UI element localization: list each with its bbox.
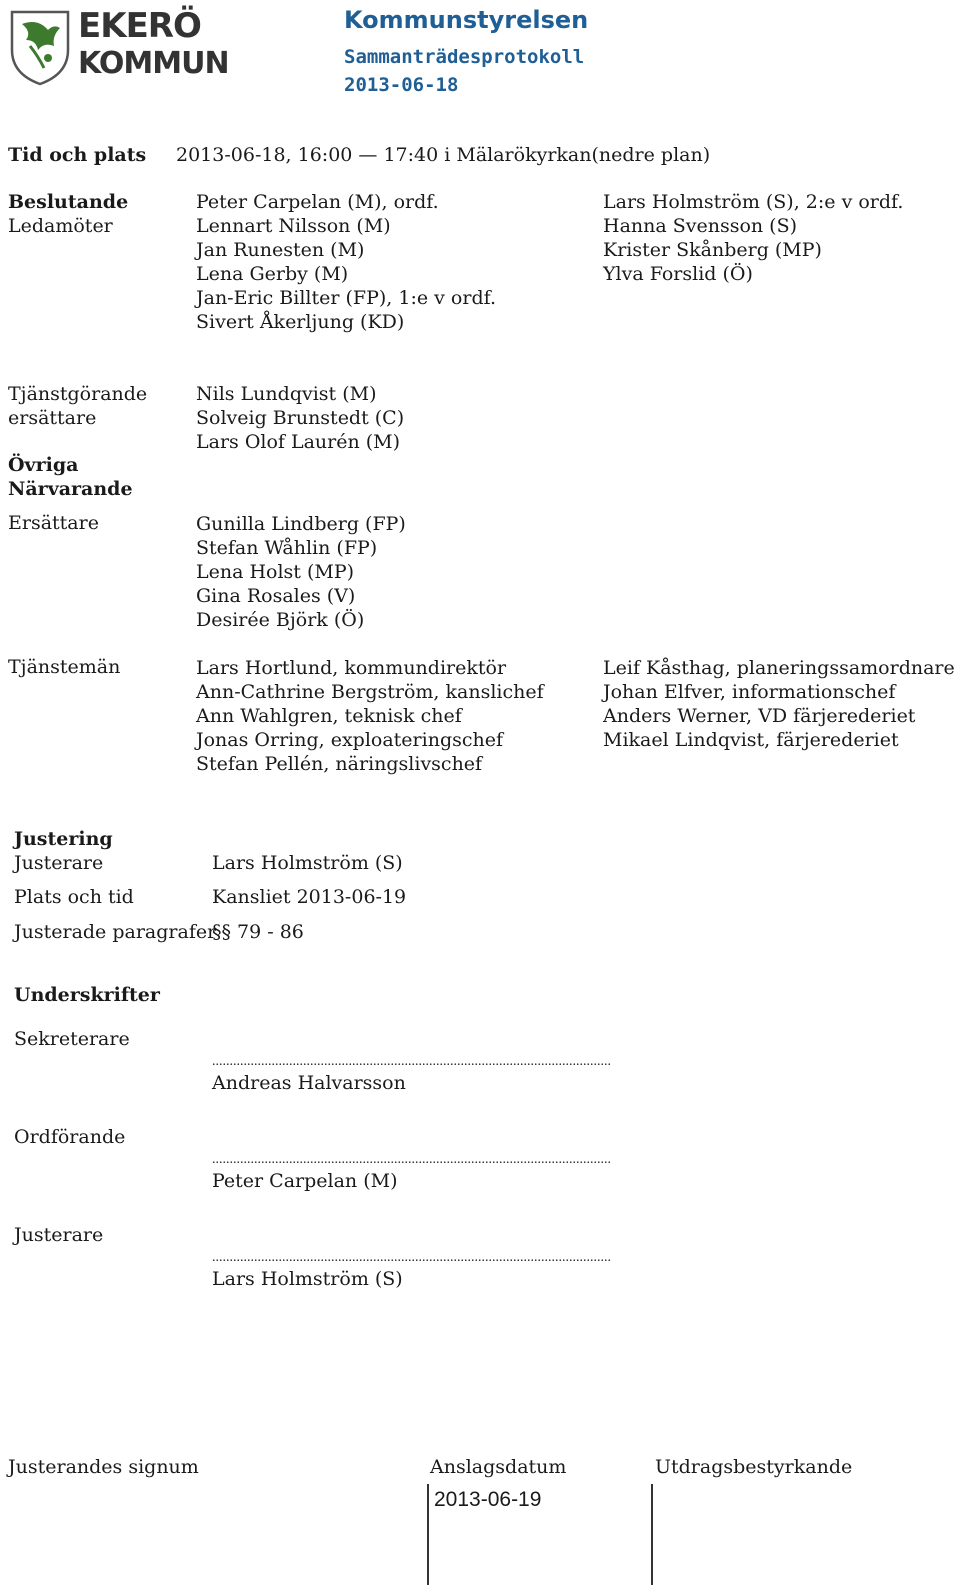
tjanstgorande-name: Solveig Brunstedt (C)	[196, 407, 405, 429]
tjansteman-name: Mikael Lindqvist, färjerederiet	[603, 729, 899, 751]
ledamoter-label: Ledamöter	[8, 215, 113, 237]
plats-och-tid-label: Plats och tid	[14, 886, 134, 908]
ledamot-name: Lena Gerby (M)	[196, 263, 349, 285]
signature-line: ..................................................................................................................	[212, 1250, 611, 1265]
ordforande-name: Peter Carpelan (M)	[212, 1170, 398, 1192]
tid-och-plats-value: 2013-06-18, 16:00 — 17:40 i Mälarökyrkan(nedre plan)	[176, 144, 711, 166]
footer-divider	[427, 1484, 429, 1585]
ledamot-name: Lennart Nilsson (M)	[196, 215, 391, 237]
tjansteman-name: Johan Elfver, informationschef	[603, 681, 896, 703]
ovriga-labels	[8, 453, 133, 501]
document-date: 2013-06-18	[344, 74, 459, 96]
tjansteman-name: Jonas Orring, exploateringschef	[196, 729, 504, 751]
ledamot-name: Sivert Åkerljung (KD)	[196, 311, 405, 333]
ekero-kommun-logo	[8, 6, 228, 86]
plats-och-tid-value: Kansliet 2013-06-19	[212, 886, 407, 908]
beslutande-labels	[8, 190, 128, 238]
ersattare-name: Gina Rosales (V)	[196, 585, 356, 607]
tjansteman-name: Leif Kåsthag, planeringssamordnare	[603, 657, 955, 679]
ersattare-name: Desirée Björk (Ö)	[196, 609, 365, 631]
sekreterare-label: Sekreterare	[14, 1028, 130, 1050]
tjanstgorande-list	[196, 382, 404, 454]
signature-line: ..................................................................................................................	[212, 1152, 611, 1167]
beslutande-label: Beslutande	[8, 191, 129, 213]
ersattare-list	[196, 512, 406, 632]
justerade-paragrafer-label: Justerade paragrafer	[14, 921, 217, 943]
justerare-sign-label: Justerare	[14, 1224, 104, 1246]
tjanstgorande-label: Tjänstgörande	[8, 383, 148, 405]
tjansteman-name: Anders Werner, VD färjerederiet	[603, 705, 916, 727]
tjansteman-list-1	[196, 656, 544, 776]
justerandes-signum-label: Justerandes signum	[8, 1456, 199, 1478]
underskrifter-heading: Underskrifter	[14, 984, 160, 1006]
tid-och-plats-label: Tid och plats	[8, 144, 147, 166]
tjansteman-name: Ann-Cathrine Bergström, kanslichef	[196, 681, 544, 703]
ledamot-name: Peter Carpelan (M), ordf.	[196, 191, 439, 213]
justering-heading: Justering	[14, 828, 113, 850]
ersattare-name: Gunilla Lindberg (FP)	[196, 513, 406, 535]
justerare-sign-name: Lars Holmström (S)	[212, 1268, 403, 1290]
justerade-paragrafer-value: §§ 79 - 86	[212, 921, 304, 943]
tjansteman-list-2	[603, 656, 955, 752]
anslagsdatum-label: Anslagsdatum	[430, 1456, 567, 1478]
ordforande-label: Ordförande	[14, 1126, 126, 1148]
utdragsbestyrkande-label: Utdragsbestyrkande	[655, 1456, 853, 1478]
tjansteman-name: Ann Wahlgren, teknisk chef	[196, 705, 462, 727]
ledamoter-list-1	[196, 190, 496, 334]
tjanstgorande-name: Lars Olof Laurén (M)	[196, 431, 401, 453]
ledamot-name: Ylva Forslid (Ö)	[603, 263, 753, 285]
ersattare-label: ersättare	[8, 407, 97, 429]
ersattare-name: Lena Holst (MP)	[196, 561, 355, 583]
tjansteman-name: Lars Hortlund, kommundirektör	[196, 657, 507, 679]
ledamoter-list-2	[603, 190, 903, 286]
justerare-label: Justerare	[14, 852, 104, 874]
document-subtitle: Sammanträdesprotokoll	[344, 46, 585, 68]
tjansteman-name: Stefan Pellén, näringslivschef	[196, 753, 483, 775]
footer-divider	[651, 1484, 653, 1585]
justerare-value: Lars Holmström (S)	[212, 852, 403, 874]
logo-text-kommun: KOMMUN	[78, 46, 229, 81]
ledamot-name: Jan Runesten (M)	[196, 239, 365, 261]
ledamot-name: Lars Holmström (S), 2:e v ordf.	[603, 191, 904, 213]
narvarande-label: Närvarande	[8, 478, 133, 500]
ersattare-section-label: Ersättare	[8, 512, 99, 534]
ledamot-name: Hanna Svensson (S)	[603, 215, 798, 237]
tjanstgorande-name: Nils Lundqvist (M)	[196, 383, 377, 405]
sekreterare-name: Andreas Halvarsson	[212, 1072, 406, 1094]
tjansteman-label: Tjänstemän	[8, 656, 121, 678]
ledamot-name: Krister Skånberg (MP)	[603, 239, 822, 261]
ersattare-name: Stefan Wåhlin (FP)	[196, 537, 378, 559]
ledamot-name: Jan-Eric Billter (FP), 1:e v ordf.	[196, 287, 497, 309]
document-title: Kommunstyrelsen	[344, 6, 589, 34]
ovriga-label: Övriga	[8, 454, 79, 476]
logo-text-ekero: EKERÖ	[78, 6, 201, 46]
tjanstgorande-labels	[8, 382, 147, 430]
anslagsdatum-value: 2013-06-19	[434, 1488, 542, 1511]
signature-line: ..................................................................................................................	[212, 1054, 611, 1069]
